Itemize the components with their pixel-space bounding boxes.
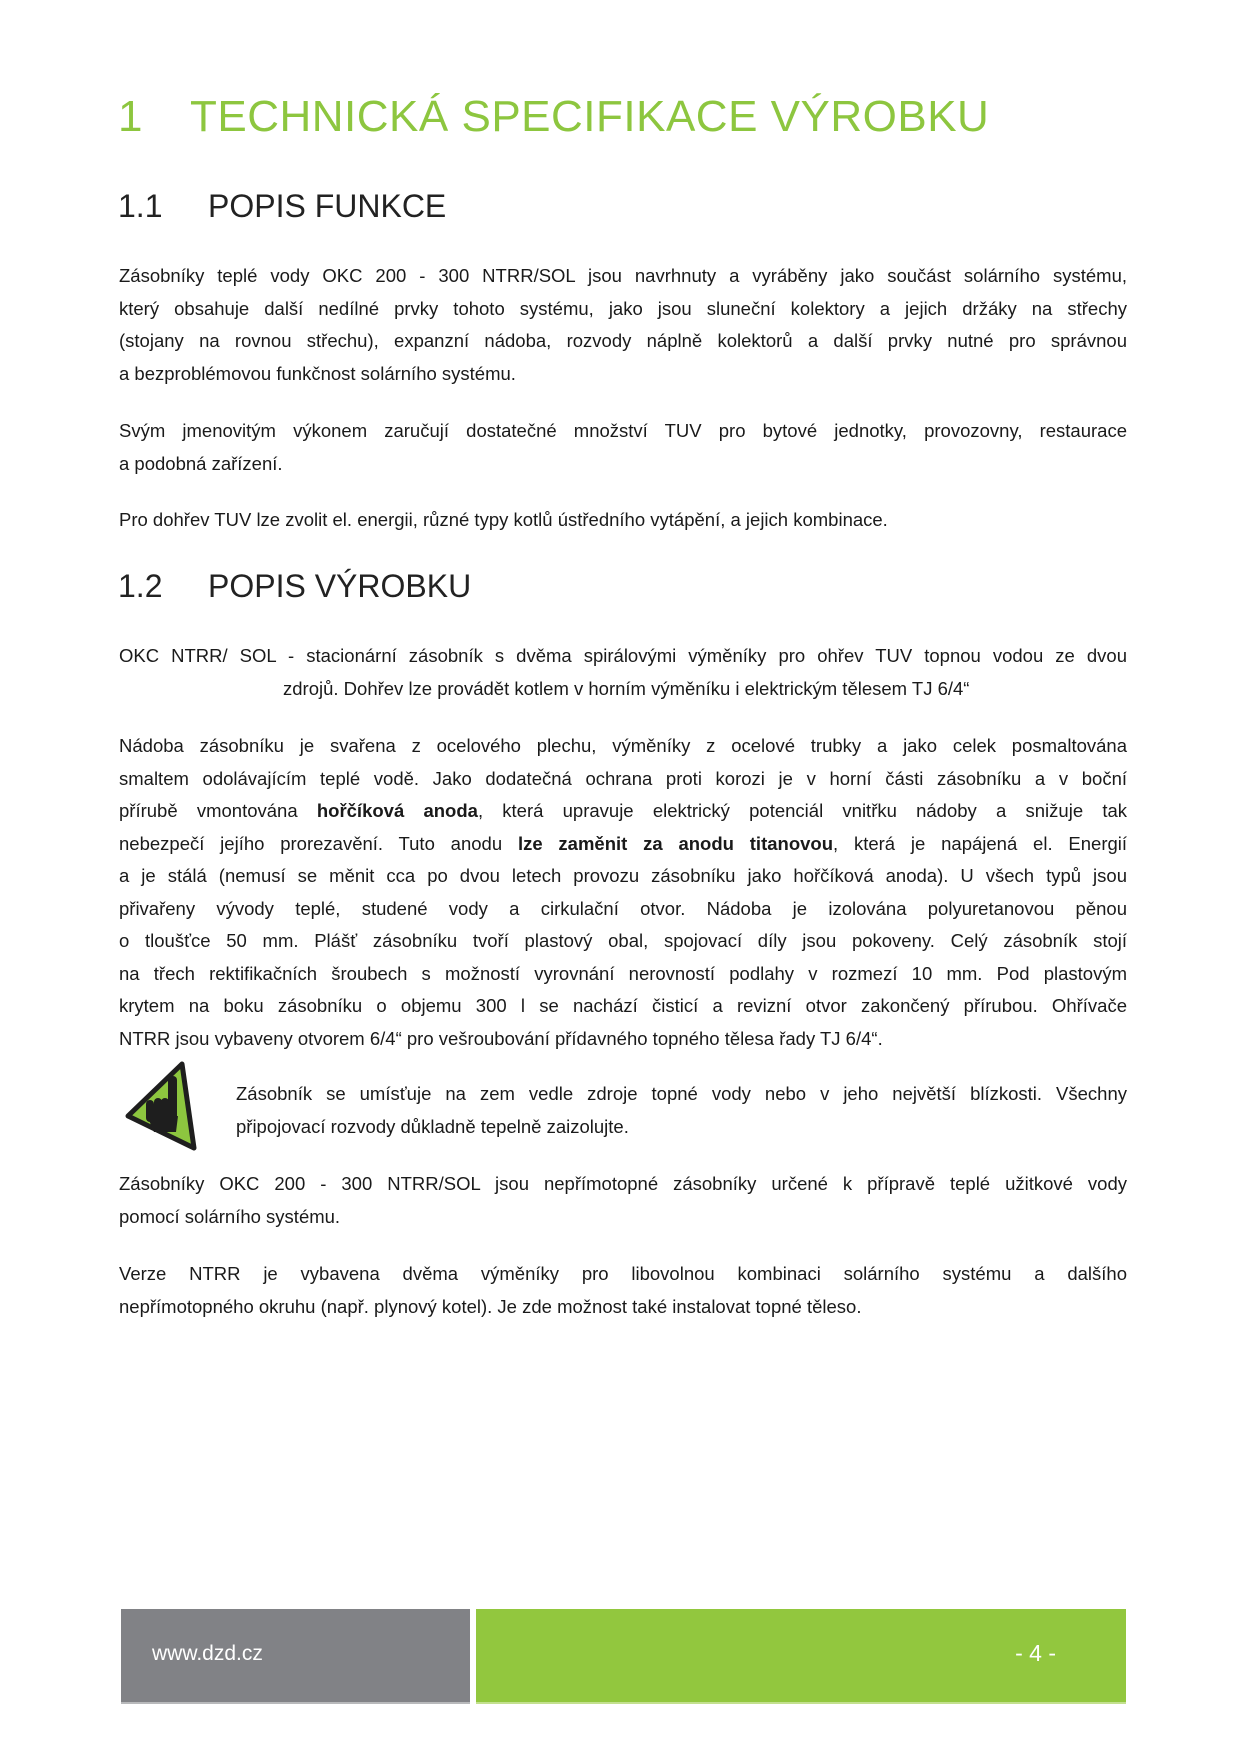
text-line (119, 730, 1127, 763)
text-line (119, 415, 1127, 448)
text-segment: nebezpečí jejího prorezavění. Tuto anodu (119, 832, 518, 854)
text-segment: nepřímotopného okruhu (např. plynový kotel). Je zde možnost také instalovat topné těleso. (119, 1295, 862, 1317)
text-segment: a bezproblémovou funkčnost solárního systému. (119, 362, 516, 384)
text-line (119, 504, 1127, 537)
text-line (119, 260, 1127, 293)
text-segment: připojovací rozvody důkladně tepelně zaizolujte. (236, 1115, 629, 1137)
section-heading-1-1 (118, 188, 446, 225)
text-segment: který obsahuje další nedílné prvky tohoto systému, jako jsou sluneční kolektory a jejich držáky na střechy (119, 297, 1127, 319)
text-segment: , která upravuje elektrický potenciál vnitřku nádoby a snižuje tak (477, 800, 1127, 821)
text-line (119, 358, 1127, 391)
text-line (236, 1111, 1127, 1144)
chapter-title: TECHNICKÁ SPECIFIKACE VÝROBKU (190, 92, 990, 141)
text-segment: přivařeny vývody teplé, studené vody a cirkulační otvor. Nádoba je izolována polyuretanovou pěnou (119, 897, 1127, 919)
text-segment: a podobná zařízení. (119, 452, 283, 474)
text-segment: Zásobníky OKC 200 - 300 NTRR/SOL jsou nepřímotopné zásobníky určené k přípravě teplé užitkové vody (119, 1173, 1127, 1194)
section-title: POPIS FUNKCE (208, 188, 447, 224)
text-segment: Zásobník se umísťuje na zem vedle zdroje topné vody nebo v jeho největší blízkosti. Všechny (236, 1083, 1127, 1104)
text-segment: Svým jmenovitým výkonem zaručují dostatečné množství TUV pro bytové jednotky, provozovny, restaurace (119, 420, 1127, 441)
hand-warning-icon (124, 1060, 204, 1152)
text-line (119, 325, 1127, 358)
text-line (119, 925, 1127, 958)
chapter-number: 1 (118, 92, 143, 141)
paragraph (119, 640, 1127, 705)
text-line (119, 448, 1127, 481)
text-line (119, 958, 1127, 991)
text-segment: přírubě vmontována (119, 800, 317, 821)
text-line (119, 990, 1127, 1023)
text-line (236, 1078, 1127, 1111)
paragraph (119, 1168, 1127, 1233)
bold-text: lze zaměnit za anodu titanovou (517, 832, 834, 854)
footer-website-box (121, 1609, 470, 1704)
text-line (119, 860, 1127, 893)
paragraph (119, 730, 1127, 1055)
section-heading-1-2 (118, 568, 471, 605)
text-segment: NTRR jsou vybaveny otvorem 6/4“ pro vešroubování přídavného topného tělesa řady TJ 6/4“. (119, 1027, 883, 1049)
paragraph (119, 1258, 1127, 1323)
text-line (119, 1168, 1127, 1201)
bold-text: hořčíková anoda (316, 800, 478, 821)
text-line (119, 1291, 1127, 1324)
text-segment: na třech rektifikačních šroubech s možností vyrovnání nerovností podlahy v rozmezí 10 mm. Pod plastovým (119, 962, 1127, 984)
paragraph (119, 260, 1127, 390)
text-segment: smaltem odolávajícím teplé vodě. Jako dodatečná ochrana proti korozi je v horní části zásobníku a v boční (119, 767, 1127, 789)
text-segment: a je stálá (nemusí se měnit cca po dvou letech provozu zásobníku jako hořčíková anoda). U všech typů jsou (119, 865, 1127, 886)
section-number: 1.2 (118, 568, 163, 604)
text-segment: zdrojů. Dohřev lze provádět kotlem v horním výměníku i elektrickým tělesem TJ 6/4“ (283, 677, 970, 699)
text-line (119, 1258, 1127, 1291)
text-line (119, 293, 1127, 326)
text-line (119, 640, 1127, 673)
footer-website: www.dzd.cz (152, 1642, 263, 1665)
text-segment: (stojany na rovnou střechu), expanzní nádoba, rozvody náplně kolektorů a další prvky nutné pro správnou (119, 330, 1127, 351)
text-line (119, 1201, 1127, 1234)
text-line (119, 795, 1127, 828)
section-title: POPIS VÝROBKU (208, 568, 472, 604)
text-segment: OKC NTRR/ SOL - stacionární zásobník s dvěma spirálovými výměníky pro ohřev TUV topnou vodou ze dvou (119, 645, 1127, 666)
text-segment: Verze NTRR je vybavena dvěma výměníky pro libovolnou kombinaci solárního systému a dalšího (119, 1263, 1127, 1284)
paragraph (119, 415, 1127, 480)
section-number: 1.1 (118, 188, 163, 224)
text-segment: Pro dohřev TUV lze zvolit el. energii, různé typy kotlů ústředního vytápění, a jejich kombinace. (119, 509, 888, 530)
text-line (119, 1023, 1127, 1056)
chapter-heading (118, 92, 989, 142)
page-number: - 4 - (1015, 1640, 1056, 1666)
text-line (119, 893, 1127, 926)
text-segment: Zásobníky teplé vody OKC 200 - 300 NTRR/SOL jsou navrhnuty a vyráběny jako součást solárního systému, (119, 265, 1127, 286)
text-segment: o tloušťce 50 mm. Plášť zásobníku tvoří plastový obal, spojovací díly jsou pokoveny. Celý zásobník stojí (119, 930, 1127, 951)
text-segment: krytem na boku zásobníku o objemu 300 l se nachází čisticí a revizní otvor zakončený přírubou. Ohřívače (119, 995, 1127, 1016)
text-segment: Nádoba zásobníku je svařena z ocelového plechu, výměníky z ocelové trubky a jako celek posmaltována (119, 735, 1127, 756)
paragraph (119, 504, 1127, 537)
text-line (119, 828, 1127, 861)
text-line (119, 673, 1127, 706)
text-segment: pomocí solárního systému. (119, 1205, 341, 1227)
note-paragraph (236, 1078, 1127, 1143)
text-segment: , která je napájená el. Energií (833, 832, 1128, 854)
footer-page-box (476, 1609, 1126, 1704)
text-line (119, 763, 1127, 796)
